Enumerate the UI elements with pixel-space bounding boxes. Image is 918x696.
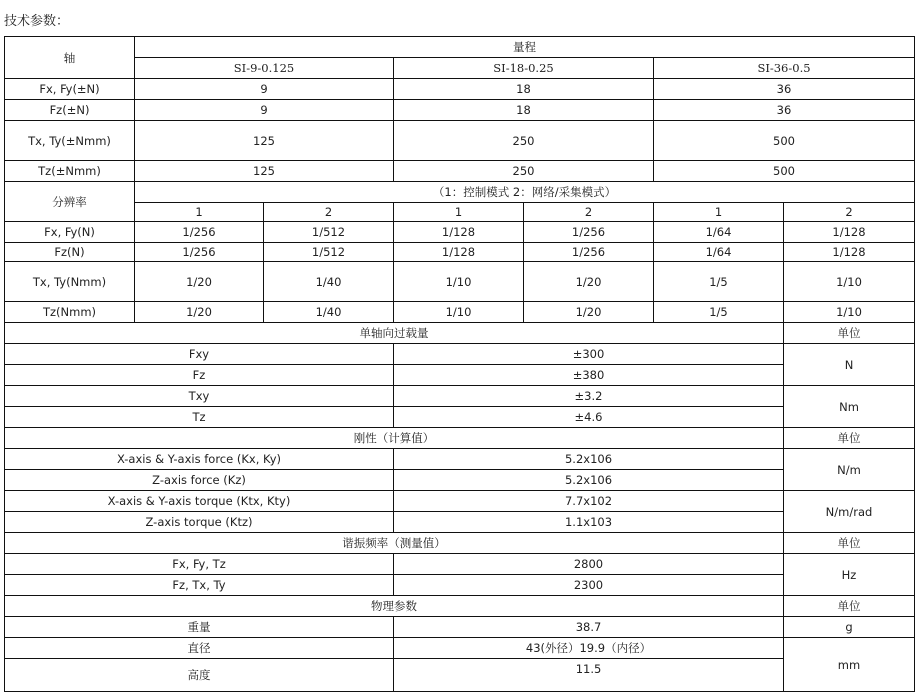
resonance-title: 谐振频率（测量值） — [5, 533, 784, 554]
mode-header: 2 — [784, 203, 915, 222]
resolution-value: 1/256 — [135, 222, 264, 243]
unit-cell: Hz — [784, 554, 915, 596]
resonance-value: 2800 — [394, 554, 784, 575]
resolution-value: 1/10 — [784, 302, 915, 323]
physical-label: 高度 — [5, 659, 394, 692]
stiffness-label: Z-axis force (Kz) — [5, 470, 394, 491]
unit-header: 单位 — [784, 323, 915, 344]
row-label: Tz(Nmm) — [5, 302, 135, 323]
stiffness-value: 5.2x106 — [394, 470, 784, 491]
range-value: 125 — [135, 161, 394, 182]
overload-label: Txy — [5, 386, 394, 407]
mode-header: 1 — [135, 203, 264, 222]
resolution-value: 1/20 — [135, 302, 264, 323]
resolution-value: 1/40 — [264, 302, 394, 323]
range-value: 250 — [394, 121, 654, 161]
resonance-value: 2300 — [394, 575, 784, 596]
overload-value: ±380 — [394, 365, 784, 386]
physical-label: 重量 — [5, 617, 394, 638]
stiffness-value: 1.1x103 — [394, 512, 784, 533]
unit-cell: mm — [784, 638, 915, 692]
resolution-value: 1/256 — [524, 222, 654, 243]
resolution-header: 分辨率 — [5, 182, 135, 222]
stiffness-label: Z-axis torque (Ktz) — [5, 512, 394, 533]
mode-header: 1 — [654, 203, 784, 222]
range-value: 500 — [654, 121, 915, 161]
range-header: 量程 — [135, 37, 915, 58]
resolution-value: 1/64 — [654, 222, 784, 243]
range-value: 18 — [394, 79, 654, 100]
unit-header: 单位 — [784, 428, 915, 449]
unit-cell: N — [784, 344, 915, 386]
physical-label: 直径 — [5, 638, 394, 659]
row-label: Fz(N) — [5, 243, 135, 262]
resolution-value: 1/5 — [654, 302, 784, 323]
unit-cell: N/m/rad — [784, 491, 915, 533]
mode-header: 1 — [394, 203, 524, 222]
overload-label: Fxy — [5, 344, 394, 365]
range-value: 9 — [135, 100, 394, 121]
resolution-value: 1/20 — [524, 262, 654, 302]
stiffness-value: 5.2x106 — [394, 449, 784, 470]
unit-cell: g — [784, 617, 915, 638]
resolution-value: 1/128 — [394, 222, 524, 243]
resolution-value: 1/128 — [784, 243, 915, 262]
unit-header: 单位 — [784, 596, 915, 617]
resolution-value: 1/5 — [654, 262, 784, 302]
range-value: 125 — [135, 121, 394, 161]
resolution-value: 1/10 — [784, 262, 915, 302]
resolution-value: 1/10 — [394, 302, 524, 323]
stiffness-label: X-axis & Y-axis force (Kx, Ky) — [5, 449, 394, 470]
resolution-value: 1/256 — [135, 243, 264, 262]
stiffness-value: 7.7x102 — [394, 491, 784, 512]
resolution-value: 1/64 — [654, 243, 784, 262]
resolution-value: 1/128 — [394, 243, 524, 262]
resolution-value: 1/512 — [264, 222, 394, 243]
physical-value: 38.7 — [394, 617, 784, 638]
overload-label: Fz — [5, 365, 394, 386]
stiffness-label: X-axis & Y-axis torque (Ktx, Kty) — [5, 491, 394, 512]
resolution-value: 1/20 — [135, 262, 264, 302]
mode-note: （1：控制模式 2：网络/采集模式） — [135, 182, 915, 203]
range-value: 36 — [654, 100, 915, 121]
range-value: 9 — [135, 79, 394, 100]
row-label: Tx, Ty(Nmm) — [5, 262, 135, 302]
range-value: 250 — [394, 161, 654, 182]
resonance-label: Fx, Fy, Tz — [5, 554, 394, 575]
resolution-value: 1/256 — [524, 243, 654, 262]
unit-cell: N/m — [784, 449, 915, 491]
stiffness-title: 刚性（计算值） — [5, 428, 784, 449]
range-value: 18 — [394, 100, 654, 121]
overload-title: 单轴向过载量 — [5, 323, 784, 344]
resolution-value: 1/40 — [264, 262, 394, 302]
physical-value: 11.5 — [394, 659, 784, 692]
axis-header: 轴 — [5, 37, 135, 79]
range-value: 500 — [654, 161, 915, 182]
row-label: Fz(±N) — [5, 100, 135, 121]
model-header: SI-36-0.5 — [654, 58, 915, 79]
resolution-value: 1/512 — [264, 243, 394, 262]
model-header: SI-9-0.125 — [135, 58, 394, 79]
spec-table — [4, 36, 915, 692]
resonance-label: Fz, Tx, Ty — [5, 575, 394, 596]
row-label: Tz(±Nmm) — [5, 161, 135, 182]
overload-label: Tz — [5, 407, 394, 428]
range-value: 36 — [654, 79, 915, 100]
row-label: Tx, Ty(±Nmm) — [5, 121, 135, 161]
row-label: Fx, Fy(N) — [5, 222, 135, 243]
mode-header: 2 — [264, 203, 394, 222]
overload-value: ±300 — [394, 344, 784, 365]
physical-value: 43(外径）19.9（内径） — [394, 638, 784, 659]
resolution-value: 1/20 — [524, 302, 654, 323]
unit-cell: Nm — [784, 386, 915, 428]
resolution-value: 1/128 — [784, 222, 915, 243]
physical-title: 物理参数 — [5, 596, 784, 617]
overload-value: ±4.6 — [394, 407, 784, 428]
resolution-value: 1/10 — [394, 262, 524, 302]
unit-header: 单位 — [784, 533, 915, 554]
row-label: Fx, Fy(±N) — [5, 79, 135, 100]
model-header: SI-18-0.25 — [394, 58, 654, 79]
mode-header: 2 — [524, 203, 654, 222]
overload-value: ±3.2 — [394, 386, 784, 407]
page-title: 技术参数： — [4, 14, 70, 29]
